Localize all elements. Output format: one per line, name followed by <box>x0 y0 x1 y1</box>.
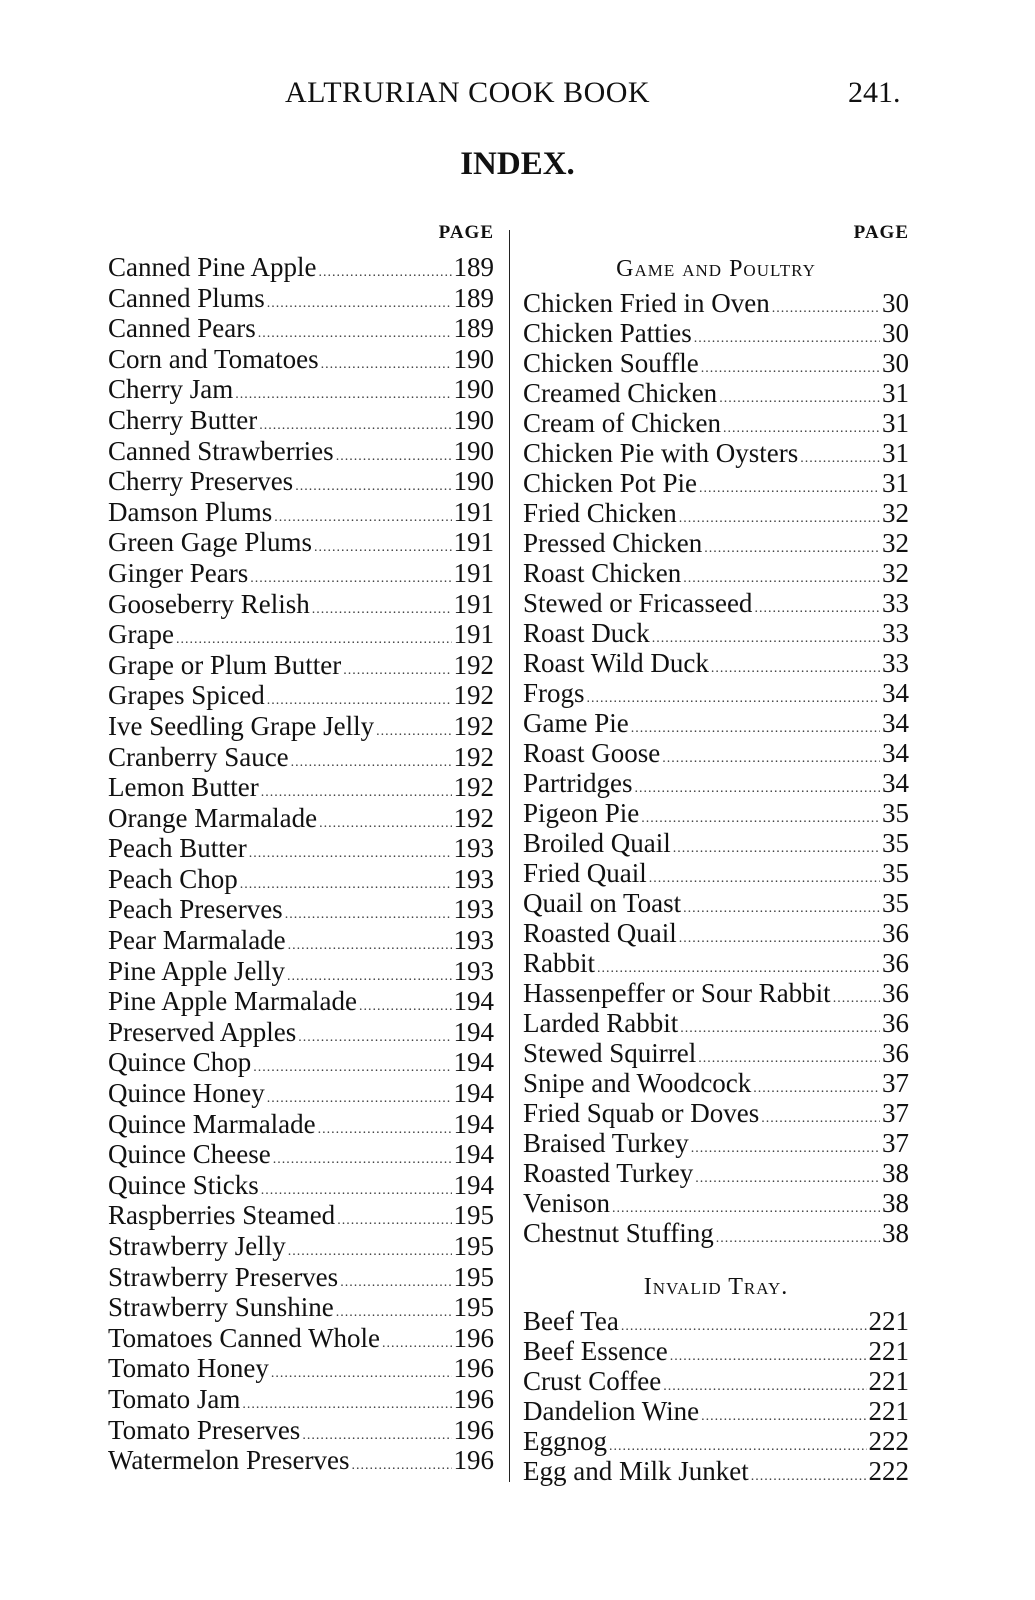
entry-page-number: 189 <box>453 252 494 282</box>
entry-name: Lemon Butter <box>108 772 259 803</box>
entry-name: Cherry Preserves <box>108 466 294 497</box>
dot-leader <box>288 931 452 962</box>
entry-page-number: 35 <box>882 798 909 828</box>
entry-page-number: 192 <box>453 710 494 741</box>
entry-name: Tomato Preserves <box>108 1414 301 1445</box>
entry-name: Quince Sticks <box>108 1169 259 1200</box>
book-title: ALTRURIAN COOK BOOK <box>285 76 651 109</box>
page-number: 241. <box>848 76 901 109</box>
entry-name: Corn and Tomatoes <box>108 343 319 374</box>
entry-page-number: 193 <box>453 894 494 925</box>
entry-name: Orange Marmalade <box>108 802 318 833</box>
entry-page-number: 222 <box>868 1456 909 1486</box>
dot-leader <box>833 984 880 1014</box>
dot-leader <box>716 1224 880 1254</box>
dot-leader <box>235 380 451 411</box>
entry-name: Peach Preserves <box>108 894 283 925</box>
dot-leader <box>295 472 451 503</box>
dot-leader <box>680 1014 880 1044</box>
entry-page-number: 193 <box>453 863 494 894</box>
entry-name: Grape <box>108 619 174 650</box>
entry-page-number: 195 <box>453 1200 494 1231</box>
index-entry <box>523 1306 909 1336</box>
entry-page-number: 221 <box>868 1396 909 1426</box>
entry-page-number: 195 <box>453 1261 494 1292</box>
entry-page-number: 193 <box>453 955 494 986</box>
entry-page-number: 194 <box>453 1078 494 1109</box>
dot-leader <box>683 894 880 924</box>
entry-page-number: 30 <box>882 348 909 378</box>
dot-leader <box>662 744 880 774</box>
entry-page-number: 222 <box>868 1426 909 1456</box>
page-column-label: PAGE <box>853 222 909 243</box>
entry-page-number: 194 <box>453 1108 494 1139</box>
entry-name: Canned Plums <box>108 282 265 313</box>
dot-leader <box>271 1359 452 1390</box>
entry-name: Cherry Jam <box>108 374 234 405</box>
entry-name: Tomatoes Canned Whole <box>108 1322 381 1353</box>
entry-name: Pine Apple Jelly <box>108 955 285 986</box>
entry-name: Fried Chicken <box>523 498 677 528</box>
entry-name: Peach Chop <box>108 863 238 894</box>
entry-page-number: 192 <box>453 772 494 803</box>
dot-leader <box>761 1104 880 1134</box>
entry-name: Quince Marmalade <box>108 1108 316 1139</box>
entry-page-number: 38 <box>882 1218 909 1248</box>
dot-leader <box>704 534 880 564</box>
entry-page-number: 32 <box>882 558 909 588</box>
entry-page-number: 32 <box>882 528 909 558</box>
entry-page-number: 37 <box>882 1098 909 1128</box>
entry-name: Pressed Chicken <box>523 528 703 558</box>
entry-name: Preserved Apples <box>108 1016 297 1047</box>
entry-page-number: 37 <box>882 1128 909 1158</box>
dot-leader <box>754 594 880 624</box>
entry-name: Roasted Turkey <box>523 1158 694 1188</box>
entry-name: Quince Chop <box>108 1047 252 1078</box>
section-heading-invalid-tray: Invalid Tray. <box>643 1274 789 1300</box>
entry-name: Chicken Fried in Oven <box>523 288 770 318</box>
entry-name: Quince Honey <box>108 1078 265 1109</box>
entry-page-number: 36 <box>882 1038 909 1068</box>
entry-page-number: 37 <box>882 1068 909 1098</box>
entry-page-number: 190 <box>453 466 494 497</box>
entry-page-number: 33 <box>882 588 909 618</box>
game-and-poultry-entry-list <box>523 288 909 1248</box>
index-title: INDEX. <box>460 146 575 182</box>
dot-leader <box>359 992 452 1023</box>
entry-page-number: 190 <box>453 404 494 435</box>
entry-name: Gooseberry Relish <box>108 588 310 619</box>
entry-page-number: 192 <box>453 802 494 833</box>
entry-name: Chicken Pot Pie <box>523 468 697 498</box>
dot-leader <box>249 839 452 870</box>
entry-name: Game Pie <box>523 708 629 738</box>
entry-page-number: 196 <box>453 1322 494 1353</box>
entry-name: Chicken Pie with Oysters <box>523 438 799 468</box>
entry-name: Beef Tea <box>523 1306 619 1336</box>
dot-leader <box>267 289 452 320</box>
dot-leader <box>253 1053 451 1084</box>
entry-page-number: 35 <box>882 828 909 858</box>
dot-leader <box>336 442 452 473</box>
entry-page-number: 191 <box>453 496 494 527</box>
entry-name: Pine Apple Marmalade <box>108 986 357 1017</box>
entry-page-number: 191 <box>453 588 494 619</box>
entry-name: Tomato Jam <box>108 1383 241 1414</box>
left-index-column <box>108 218 494 1476</box>
entry-page-number: 196 <box>453 1353 494 1384</box>
entry-page-number: 191 <box>453 557 494 588</box>
entry-name: Creamed Chicken <box>523 378 718 408</box>
entry-name: Frogs <box>523 678 585 708</box>
entry-name: Egg and Milk Junket <box>523 1456 749 1486</box>
entry-name: Pear Marmalade <box>108 925 286 956</box>
entry-page-number: 35 <box>882 858 909 888</box>
dot-leader <box>351 1451 451 1482</box>
entry-page-number: 194 <box>453 1169 494 1200</box>
entry-name: Canned Pine Apple <box>108 252 317 282</box>
entry-page-number: 194 <box>453 1016 494 1047</box>
entry-name: Ive Seedling Grape Jelly <box>108 710 375 741</box>
entry-page-number: 34 <box>882 768 909 798</box>
entry-page-number: 195 <box>453 1231 494 1261</box>
dot-leader <box>319 809 451 840</box>
entry-name: Roast Duck <box>523 618 650 648</box>
entry-name: Strawberry Sunshine <box>108 1292 334 1323</box>
entry-page-number: 191 <box>453 527 494 558</box>
dot-leader <box>273 1145 452 1176</box>
dot-leader <box>631 714 880 744</box>
dot-leader <box>298 1023 451 1054</box>
entry-page-number: 194 <box>453 1139 494 1170</box>
entry-name: Venison <box>523 1188 610 1218</box>
entry-page-number: 193 <box>453 833 494 864</box>
entry-page-number: 193 <box>453 925 494 956</box>
entry-page-number: 38 <box>882 1158 909 1188</box>
dot-leader <box>699 474 880 504</box>
entry-name: Canned Strawberries <box>108 435 334 466</box>
entry-page-number: 31 <box>882 468 909 498</box>
left-entry-list <box>108 252 494 1476</box>
entry-page-number: 189 <box>453 313 494 344</box>
index-entry <box>108 252 494 283</box>
entry-name: Damson Plums <box>108 496 273 527</box>
entry-name: Braised Turkey <box>523 1128 689 1158</box>
dot-leader <box>314 533 452 564</box>
dot-leader <box>312 595 452 626</box>
entry-page-number: 31 <box>882 378 909 408</box>
entry-name: Quince Cheese <box>108 1139 271 1170</box>
entry-name: Chicken Patties <box>523 318 692 348</box>
dot-leader <box>337 1206 451 1237</box>
entry-page-number: 36 <box>882 948 909 978</box>
entry-name: Dandelion Wine <box>523 1396 700 1426</box>
entry-name: Strawberry Jelly <box>108 1231 286 1261</box>
entry-name: Fried Quail <box>523 858 647 888</box>
entry-page-number: 38 <box>882 1188 909 1218</box>
entry-name: Stewed or Fricasseed <box>523 588 753 618</box>
dot-leader <box>285 900 452 931</box>
entry-page-number: 192 <box>453 649 494 680</box>
entry-page-number: 192 <box>453 680 494 711</box>
entry-page-number: 34 <box>882 678 909 708</box>
entry-page-number: 194 <box>453 986 494 1017</box>
entry-page-number: 221 <box>868 1366 909 1396</box>
entry-page-number: 190 <box>453 374 494 405</box>
dot-leader <box>649 864 880 894</box>
entry-page-number: 221 <box>868 1306 909 1336</box>
right-index-column <box>523 218 909 1486</box>
entry-name: Partridges <box>523 768 633 798</box>
entry-name: Cherry Butter <box>108 404 258 435</box>
entry-page-number: 31 <box>882 438 909 468</box>
entry-page-number: 33 <box>882 618 909 648</box>
dot-leader <box>800 444 880 474</box>
entry-name: Quail on Toast <box>523 888 682 918</box>
entry-name: Larded Rabbit <box>523 1008 679 1038</box>
entry-page-number: 191 <box>453 619 494 650</box>
entry-name: Raspberries Steamed <box>108 1200 336 1231</box>
dot-leader <box>641 804 880 834</box>
dot-leader <box>695 1164 880 1194</box>
column-divider <box>509 230 510 1482</box>
entry-page-number: 30 <box>882 318 909 348</box>
index-entry <box>523 288 909 318</box>
entry-name: Pigeon Pie <box>523 798 640 828</box>
entry-name: Eggnog <box>523 1426 607 1456</box>
dot-leader <box>291 748 452 779</box>
entry-name: Fried Squab or Doves <box>523 1098 760 1128</box>
entry-name: Strawberry Preserves <box>108 1261 339 1292</box>
entry-name: Peach Butter <box>108 833 247 864</box>
dot-leader <box>670 1342 867 1372</box>
entry-page-number: 196 <box>453 1445 494 1476</box>
page-column-label: PAGE <box>438 222 494 243</box>
dot-leader <box>634 774 880 804</box>
dot-leader <box>587 684 880 714</box>
entry-name: Broiled Quail <box>523 828 671 858</box>
entry-page-number: 36 <box>882 978 909 1008</box>
entry-page-number: 194 <box>453 1047 494 1078</box>
page-header <box>0 76 1035 116</box>
entry-page-number: 30 <box>882 288 909 318</box>
entry-name: Chestnut Stuffing <box>523 1218 714 1248</box>
entry-page-number: 190 <box>453 343 494 374</box>
section-heading-game-and-poultry: Game and Poultry <box>616 256 816 282</box>
entry-name: Cream of Chicken <box>523 408 721 438</box>
dot-leader <box>701 354 880 384</box>
entry-name: Chicken Souffle <box>523 348 699 378</box>
entry-page-number: 221 <box>868 1336 909 1366</box>
entry-name: Roast Goose <box>523 738 661 768</box>
entry-name: Grape or Plum Butter <box>108 649 342 680</box>
entry-name: Grapes Spiced <box>108 680 265 711</box>
entry-page-number: 34 <box>882 708 909 738</box>
entry-name: Crust Coffee <box>523 1366 662 1396</box>
entry-name: Rabbit <box>523 948 595 978</box>
dot-leader <box>751 1462 867 1492</box>
entry-name: Ginger Pears <box>108 557 249 588</box>
dot-leader <box>318 258 451 289</box>
entry-page-number: 195 <box>453 1292 494 1323</box>
dot-leader <box>679 504 880 534</box>
entry-name: Canned Pears <box>108 313 256 344</box>
dot-leader <box>318 1115 452 1146</box>
entry-page-number: 31 <box>882 408 909 438</box>
entry-page-number: 196 <box>453 1414 494 1445</box>
entry-name: Watermelon Preserves <box>108 1445 350 1476</box>
entry-name: Beef Essence <box>523 1336 668 1366</box>
dot-leader <box>753 1074 880 1104</box>
entry-page-number: 36 <box>882 918 909 948</box>
entry-name: Stewed Squirrel <box>523 1038 697 1068</box>
dot-leader <box>376 717 451 748</box>
entry-page-number: 32 <box>882 498 909 528</box>
dot-leader <box>382 1329 451 1360</box>
entry-name: Green Gage Plums <box>108 527 312 558</box>
entry-name: Roasted Quail <box>523 918 677 948</box>
entry-page-number: 34 <box>882 738 909 768</box>
entry-name: Snipe and Woodcock <box>523 1068 752 1098</box>
dot-leader <box>691 1134 880 1164</box>
dot-leader <box>772 294 880 324</box>
dot-leader <box>711 654 880 684</box>
dot-leader <box>679 924 880 954</box>
entry-name: Cranberry Sauce <box>108 741 289 772</box>
entry-name: Roast Wild Duck <box>523 648 709 678</box>
dot-leader <box>343 656 451 687</box>
dot-leader <box>719 384 880 414</box>
invalid-tray-entry-list <box>523 1306 909 1486</box>
entry-page-number: 189 <box>453 282 494 313</box>
entry-name: Hassenpeffer or Sour Rabbit <box>523 978 831 1008</box>
entry-page-number: 192 <box>453 741 494 772</box>
entry-page-number: 33 <box>882 648 909 678</box>
dot-leader <box>701 1402 866 1432</box>
entry-name: Tomato Honey <box>108 1353 269 1384</box>
dot-leader <box>340 1268 451 1299</box>
entry-page-number: 35 <box>882 888 909 918</box>
entry-name: Roast Chicken <box>523 558 682 588</box>
dot-leader <box>694 324 880 354</box>
entry-page-number: 196 <box>453 1383 494 1414</box>
entry-page-number: 36 <box>882 1008 909 1038</box>
dot-leader <box>321 350 452 381</box>
entry-page-number: 190 <box>453 435 494 466</box>
dot-leader <box>673 834 880 864</box>
